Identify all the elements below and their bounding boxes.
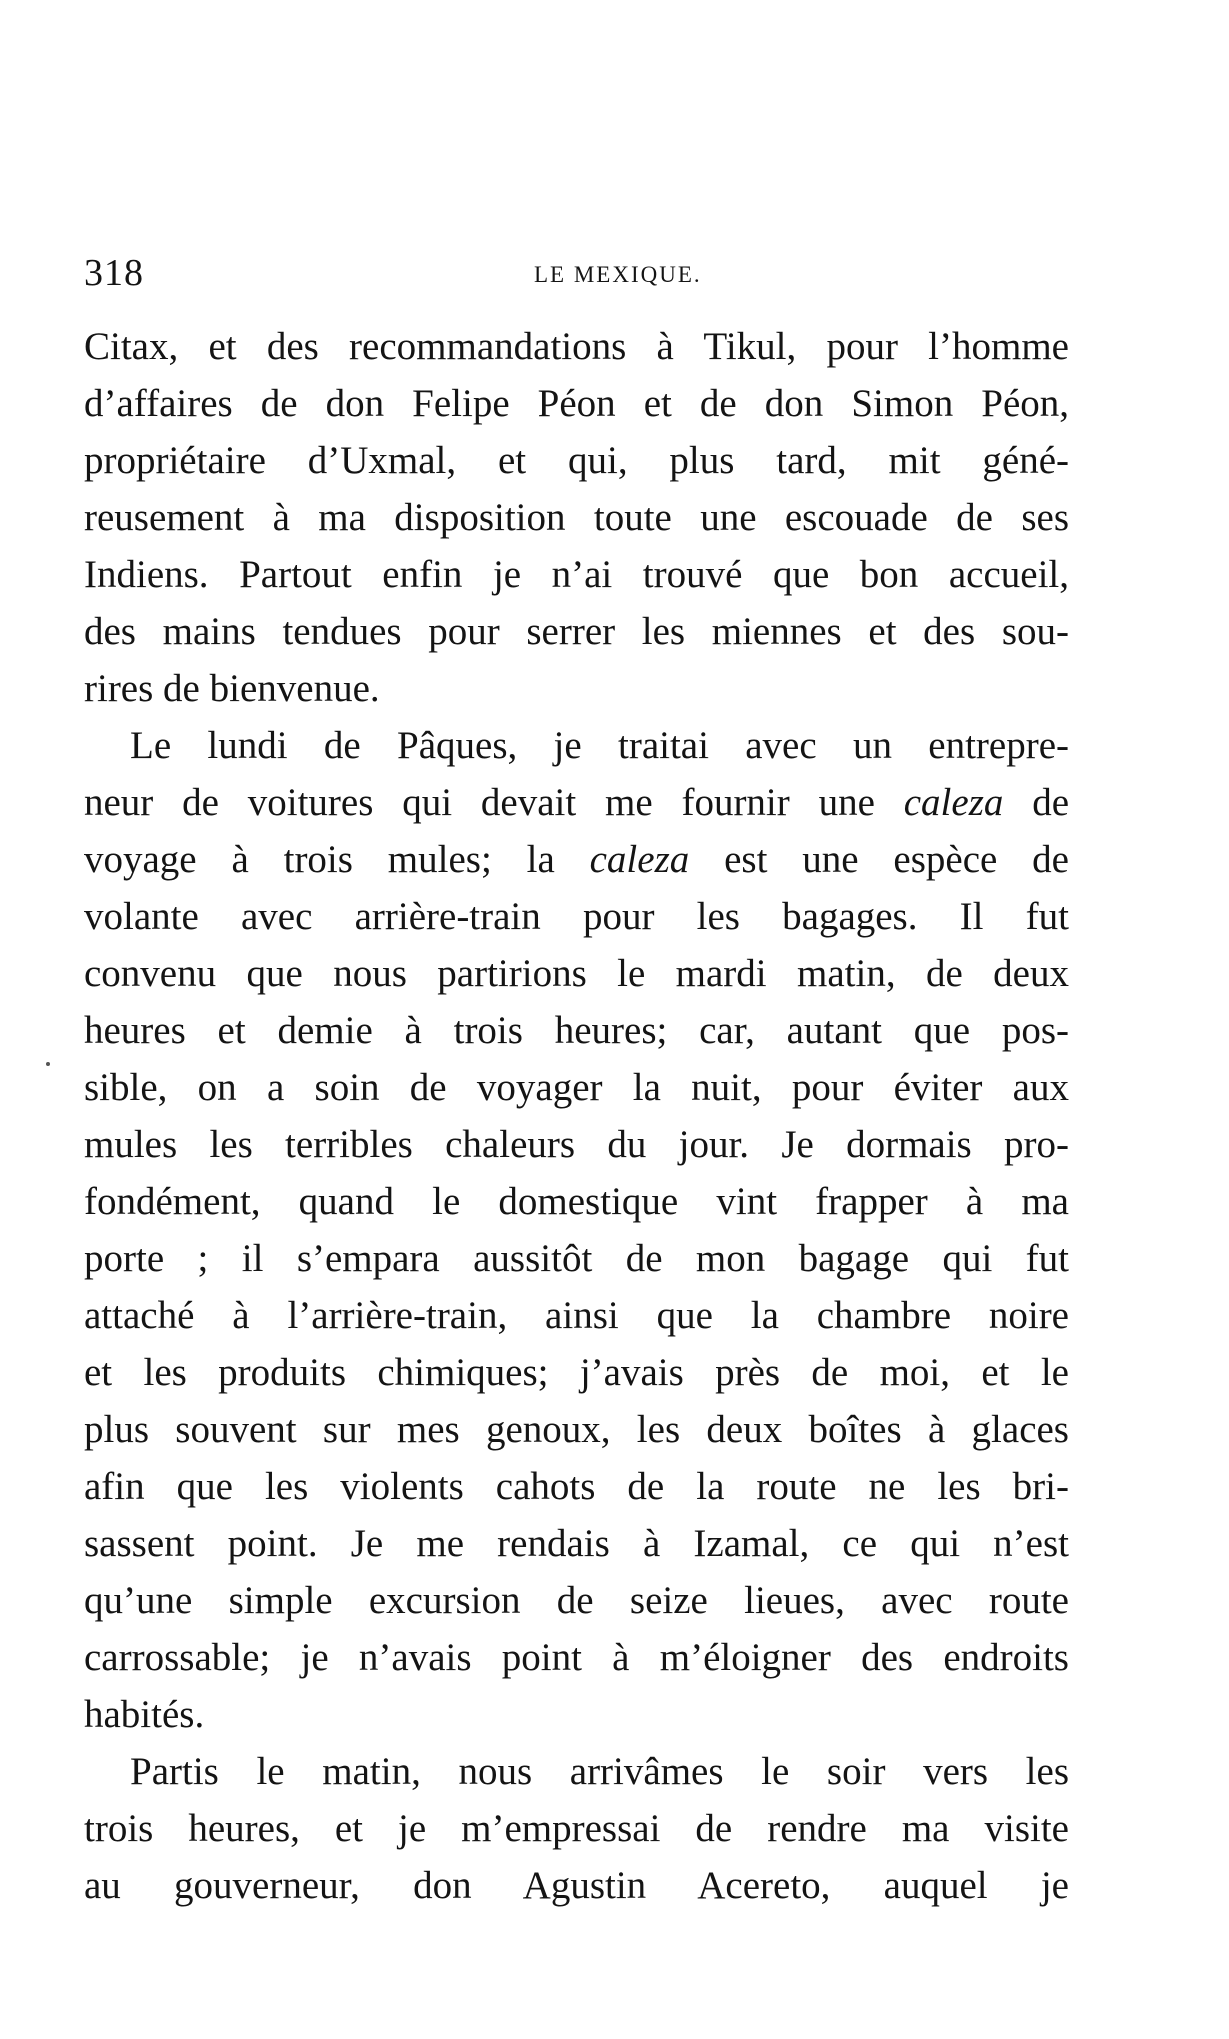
text-line: attaché à l’arrière-train, ainsi que la chambre noire <box>84 1294 1069 1337</box>
text-line: qu’une simple excursion de seize lieues, avec route <box>84 1579 1069 1622</box>
text-line: sassent point. Je me rendais à Izamal, ce qui n’est <box>84 1522 1069 1565</box>
italic-word: caleza <box>903 781 1004 824</box>
text-line: heures et demie à trois heures; car, autant que pos- <box>84 1009 1069 1052</box>
text-line: plus souvent sur mes genoux, les deux boîtes à glaces <box>84 1408 1069 1451</box>
text-line: des mains tendues pour serrer les miennes et des sou- <box>84 610 1069 653</box>
text-line: Indiens. Partout enfin je n’ai trouvé que bon accueil, <box>84 553 1069 596</box>
text-line: au gouverneur, don Agustin Acereto, auquel je <box>84 1864 1069 1907</box>
text-fragment: neur de voitures qui devait me fournir une <box>84 781 875 824</box>
italic-word: caleza <box>589 838 690 881</box>
text-line: rires de bienvenue. <box>84 667 380 710</box>
text-line: et les produits chimiques; j’avais près de moi, et le <box>84 1351 1069 1394</box>
text-line: habités. <box>84 1693 205 1736</box>
running-head: LE MEXIQUE. <box>534 262 702 287</box>
text-fragment: de <box>1032 781 1070 824</box>
text-line: carrossable; je n’avais point à m’éloigner des endroits <box>84 1636 1069 1679</box>
text-fragment: voyage à trois mules; la <box>84 838 555 881</box>
text-fragment: est une espèce de <box>724 838 1069 881</box>
paragraph-start-line: Le lundi de Pâques, je traitai avec un entrepre- <box>130 724 1069 767</box>
text-line: d’affaires de don Felipe Péon et de don Simon Péon, <box>84 382 1069 425</box>
text-line: fondément, quand le domestique vint frapper à ma <box>84 1180 1069 1223</box>
text-line: porte ; il s’empara aussitôt de mon bagage qui fut <box>84 1237 1069 1280</box>
text-line: mules les terribles chaleurs du jour. Je dormais pro- <box>84 1123 1069 1166</box>
text-line: convenu que nous partirions le mardi matin, de deux <box>84 952 1069 995</box>
text-line: propriétaire d’Uxmal, et qui, plus tard, mit géné- <box>84 439 1069 482</box>
body-text <box>84 318 1069 1914</box>
text-line: afin que les violents cahots de la route ne les bri- <box>84 1465 1069 1508</box>
page-header <box>84 248 1069 298</box>
text-line: trois heures, et je m’empressai de rendre ma visite <box>84 1807 1069 1850</box>
text-line <box>84 774 1069 831</box>
margin-speck <box>46 1062 50 1066</box>
page-number: 318 <box>84 252 144 294</box>
paragraph-start-line: Partis le matin, nous arrivâmes le soir vers les <box>130 1750 1069 1793</box>
text-line: Citax, et des recommandations à Tikul, pour l’homme <box>84 325 1069 368</box>
text-line: sible, on a soin de voyager la nuit, pour éviter aux <box>84 1066 1069 1109</box>
text-line: volante avec arrière-train pour les bagages. Il fut <box>84 895 1069 938</box>
text-line <box>84 831 1069 888</box>
text-line: reusement à ma disposition toute une escouade de ses <box>84 496 1069 539</box>
